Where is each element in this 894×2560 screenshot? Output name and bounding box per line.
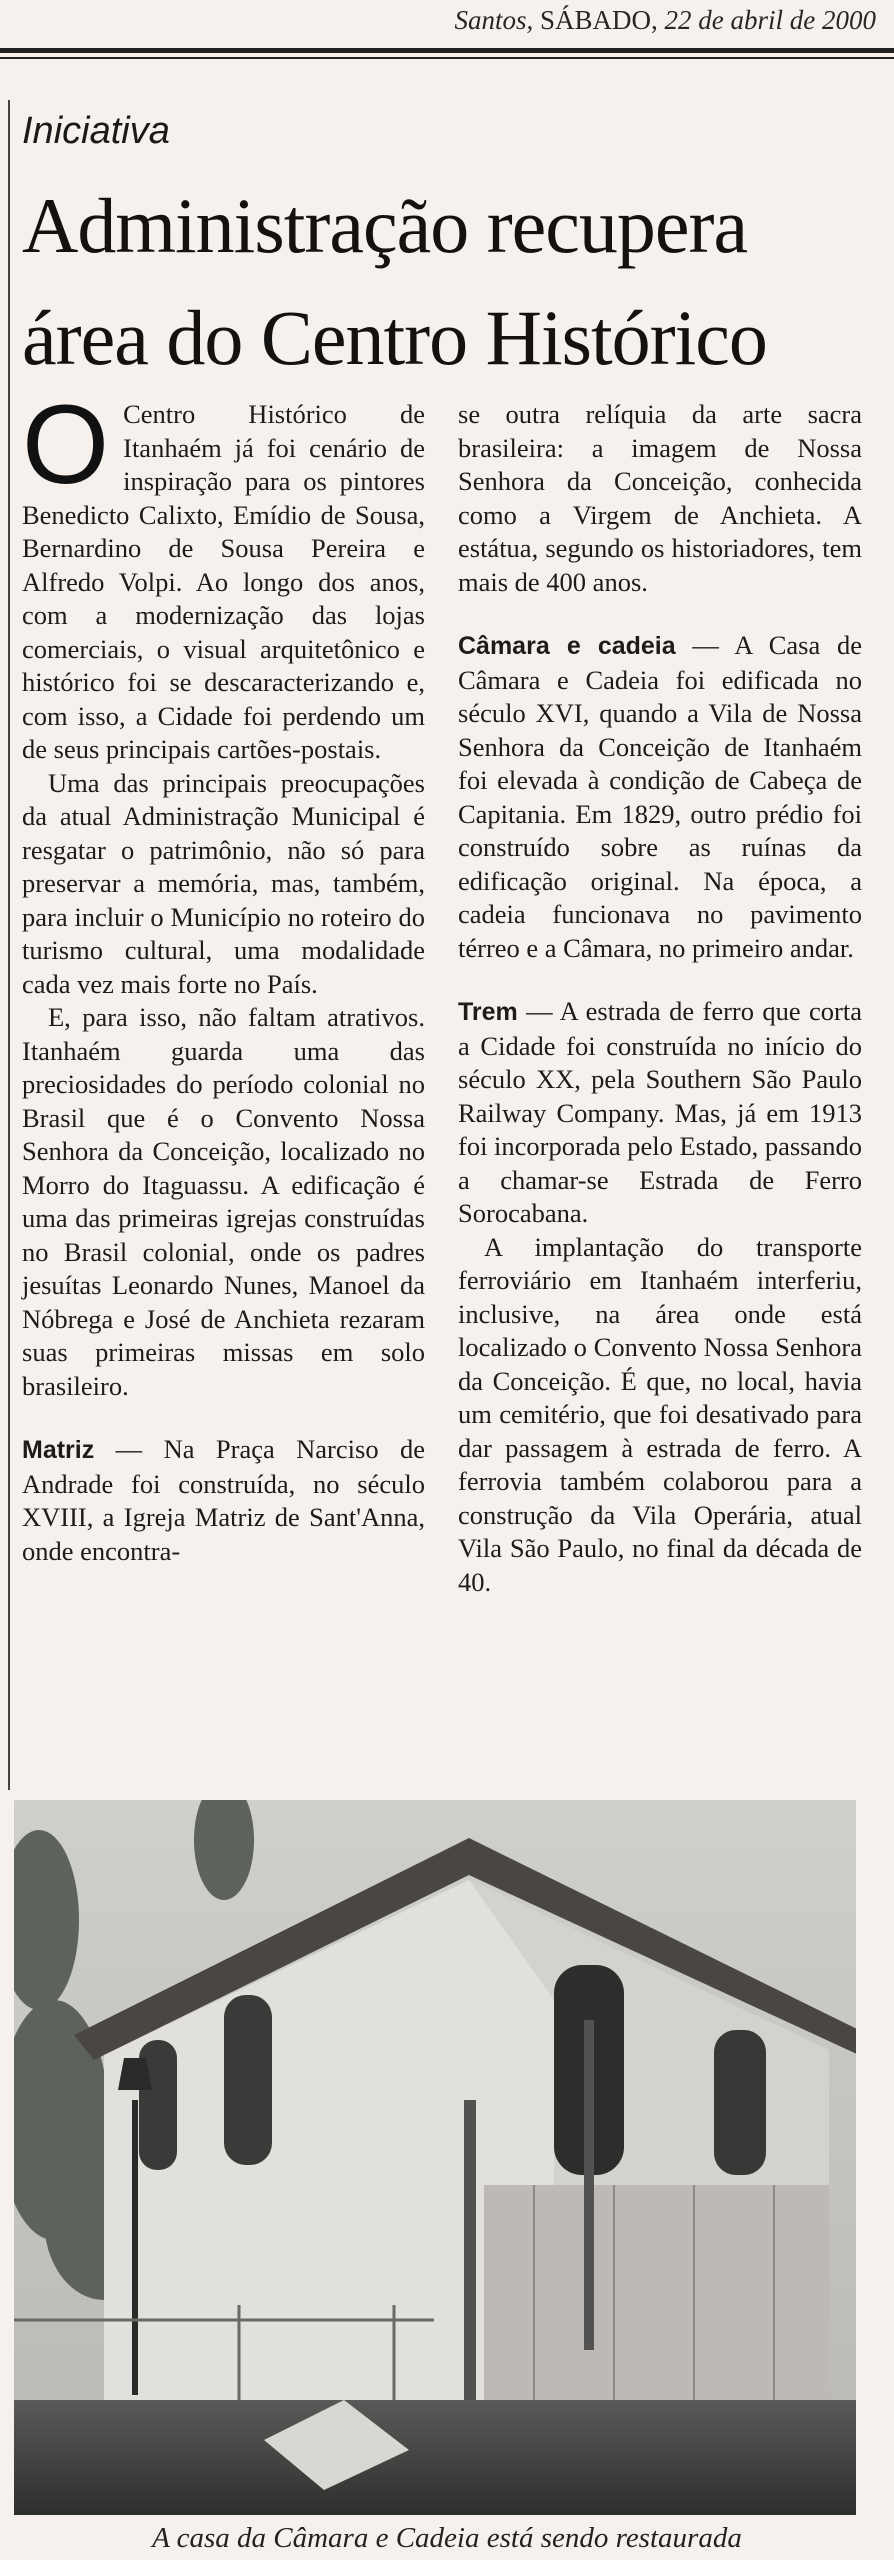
headline-line-1: Administração recupera <box>22 182 748 269</box>
article-column-2 <box>458 398 862 1599</box>
headline <box>22 170 882 394</box>
paragraph: E, para isso, não faltam atrativos. Itanhaém guarda uma das preciosidades do período colonial no Brasil que é o Convento Nossa Senhora da Conceição, localizado no Morro do Itaguassu. A edificação é uma das primeiras igrejas construídas no Brasil colonial, onde os padres jesuítas Leonardo Nunes, Manoel da Nóbrega e José de Anchieta rezaram suas primeiras missas em solo brasileiro. <box>22 1002 425 1401</box>
paragraph: Uma das principais preocupações da atual Administração Municipal é resgatar o patrimônio, não só para preservar a memória, mas, também, para incluir o Município no roteiro do turismo cultural, uma modalidade cada vez mais forte no País. <box>22 767 425 999</box>
paragraph-matriz <box>22 1433 425 1568</box>
header-rule <box>0 48 894 53</box>
dateline-city: Santos, <box>454 5 534 35</box>
paragraph-trem <box>458 995 862 1231</box>
subhead-camara: Câmara e cadeia <box>458 632 676 660</box>
paragraph-text: — A Casa de Câmara e Cadeia foi edificada no século XVI, quando a Vila de Nossa Senhora da Conceição de Itanhaém foi elevada à condição de Cabeça de Capitania. Em 1829, outro prédio foi construído sobre as ruínas da edificação original. Na época, a cadeia funcionava no pavimento térreo e a Câmara, no primeiro andar. <box>458 630 862 963</box>
paragraph: Centro Histórico de Itanhaém já foi cenário de inspiração para os pintores Benedicto Calixto, Emídio de Sousa, Bernardino de Sousa Pereira e Alfredo Volpi. Ao longo dos anos, com a modernização das lojas comerciais, o visual arquitetônico e histórico foi se descaracterizando e, com isso, a Cidade foi perdendo um de seus principais cartões-postais. <box>22 399 425 764</box>
paragraph-text: — A estrada de ferro que corta a Cidade foi construída no início do século XX, pela Southern São Paulo Railway Company. Mas, já em 1913 foi incorporada pelo Estado, passando a chamar-se Estrada de Ferro Sorocabana. <box>458 996 863 1228</box>
header-rule-thin <box>0 57 894 59</box>
paragraph-camara <box>458 629 862 965</box>
drop-cap: O <box>22 382 110 507</box>
headline-line-2: área do Centro Histórico <box>22 294 767 381</box>
article-photo <box>14 1800 856 2515</box>
paragraph: se outra relíquia da arte sacra brasileira: a imagem de Nossa Senhora da Conceição, conhecida como a Virgem de Anchieta. A estátua, segundo os historiadores, tem mais de 400 anos. <box>458 399 862 597</box>
subhead-matriz: Matriz <box>22 1436 95 1464</box>
photo-illustration <box>14 1800 856 2515</box>
paragraph: A implantação do transporte ferroviário em Itanhaém interferiu, inclusive, na área onde está localizado o Convento Nossa Senhora da Conceição. É que, no local, havia um cemitério, que foi desativado para dar passagem à estrada de ferro. A ferrovia também colaborou para a construção da Vila Operária, atual Vila São Paulo, no final da década de 40. <box>458 1231 862 1597</box>
article-column-1 <box>22 382 425 1568</box>
subhead-trem: Trem <box>458 998 518 1026</box>
dateline-weekday: SÁBADO, <box>539 5 658 35</box>
column-rule <box>8 100 10 1790</box>
dateline <box>454 0 876 40</box>
dateline-date: 22 de abril de 2000 <box>664 5 876 35</box>
street <box>14 2400 856 2515</box>
section-kicker: Iniciativa <box>22 110 170 152</box>
paragraph-text: — Na Praça Narciso de Andrade foi construída, no século XVIII, a Igreja Matriz de Sant'Anna, onde encontra- <box>22 1434 425 1566</box>
photo-caption: A casa da Câmara e Cadeia está sendo restaurada <box>152 2522 742 2554</box>
